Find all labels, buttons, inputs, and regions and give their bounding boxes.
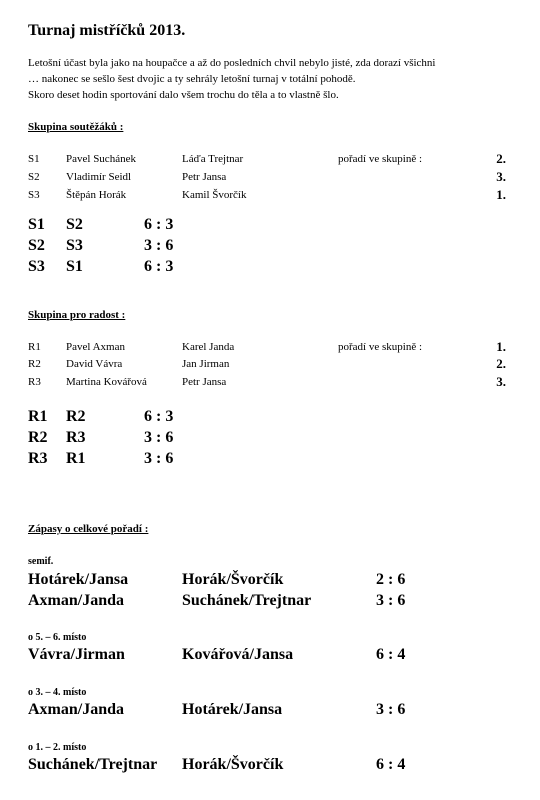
- team-place: 3.: [496, 169, 506, 184]
- match-score: 2 : 6: [376, 571, 406, 588]
- match-score: 6 : 4: [376, 646, 406, 663]
- intro-line: Letošní účast byla jako na houpačce a až do posledních chvil nebylo jisté, zda dorazí všichni: [28, 57, 436, 69]
- match-team-a: Axman/Janda: [28, 592, 125, 609]
- match-team-b: Horák/Švorčík: [182, 571, 284, 588]
- match-score: 6 : 3: [144, 408, 174, 425]
- match-team-b: Hotárek/Jansa: [182, 701, 283, 718]
- team-code: R2: [28, 358, 41, 370]
- match-team-b: Horák/Švorčík: [182, 756, 284, 773]
- match-team-a: R1: [28, 408, 48, 425]
- team-place: 1.: [496, 339, 506, 354]
- placement-label: o 1. – 2. místo: [28, 742, 87, 753]
- team-player: Karel Janda: [182, 341, 235, 353]
- team-code: R3: [28, 376, 41, 388]
- placement-label: o 5. – 6. místo: [28, 632, 87, 643]
- match-team-b: Kovářová/Jansa: [182, 646, 294, 663]
- order-label: pořadí ve skupině :: [338, 153, 423, 165]
- team-code: S3: [28, 189, 40, 201]
- match-score: 3 : 6: [144, 237, 174, 254]
- match-team-b: R3: [66, 429, 86, 446]
- match-team-a: S1: [28, 216, 45, 233]
- intro-line: Skoro deset hodin sportování dalo všem trochu do těla a to vlastně šlo.: [28, 89, 339, 101]
- team-code: S2: [28, 171, 40, 183]
- match-team-a: Suchánek/Trejtnar: [28, 756, 158, 773]
- team-code: S1: [28, 153, 40, 165]
- match-team-b: S2: [66, 216, 83, 233]
- match-score: 3 : 6: [376, 592, 406, 609]
- team-place: 2.: [496, 151, 506, 166]
- team-player: Kamil Švorčík: [182, 189, 247, 201]
- match-score: 6 : 4: [376, 756, 406, 773]
- team-player: Martina Kovářová: [66, 376, 147, 388]
- semifinal-label: semif.: [28, 556, 54, 567]
- match-team-a: Axman/Janda: [28, 701, 125, 718]
- group1-heading: Skupina soutěžáků :: [28, 121, 124, 133]
- team-place: 1.: [496, 187, 506, 202]
- match-team-a: R3: [28, 450, 48, 467]
- team-place: 2.: [496, 356, 506, 371]
- match-team-b: R1: [66, 450, 86, 467]
- match-score: 6 : 3: [144, 258, 174, 275]
- team-place: 3.: [496, 374, 506, 389]
- team-player: David Vávra: [66, 358, 123, 370]
- match-team-b: Suchánek/Trejtnar: [182, 592, 312, 609]
- team-player: Láďa Trejtnar: [182, 153, 244, 165]
- match-score: 6 : 3: [144, 216, 174, 233]
- team-code: R1: [28, 341, 41, 353]
- match-team-b: S1: [66, 258, 83, 275]
- team-player: Vladimír Seidl: [66, 171, 132, 183]
- team-player: Jan Jirman: [182, 358, 230, 370]
- team-player: Petr Jansa: [182, 171, 227, 183]
- match-team-a: S2: [28, 237, 45, 254]
- group2-heading: Skupina pro radost :: [28, 309, 126, 321]
- placement-label: o 3. – 4. místo: [28, 687, 87, 698]
- page-title: Turnaj mistříčků 2013.: [28, 22, 186, 39]
- match-team-b: R2: [66, 408, 86, 425]
- match-team-a: Vávra/Jirman: [28, 646, 125, 663]
- team-player: Pavel Axman: [66, 341, 125, 353]
- match-score: 3 : 6: [144, 450, 174, 467]
- match-team-b: S3: [66, 237, 83, 254]
- team-player: Petr Jansa: [182, 376, 227, 388]
- match-team-a: R2: [28, 429, 48, 446]
- team-player: Štěpán Horák: [66, 189, 127, 201]
- finals-heading: Zápasy o celkové pořadí :: [28, 523, 149, 535]
- order-label: pořadí ve skupině :: [338, 341, 423, 353]
- intro-line: … nakonec se sešlo šest dvojic a ty sehrály letošní turnaj v totální pohodě.: [28, 73, 356, 85]
- match-score: 3 : 6: [144, 429, 174, 446]
- match-team-a: Hotárek/Jansa: [28, 571, 129, 588]
- match-score: 3 : 6: [376, 701, 406, 718]
- match-team-a: S3: [28, 258, 45, 275]
- team-player: Pavel Suchánek: [66, 153, 136, 165]
